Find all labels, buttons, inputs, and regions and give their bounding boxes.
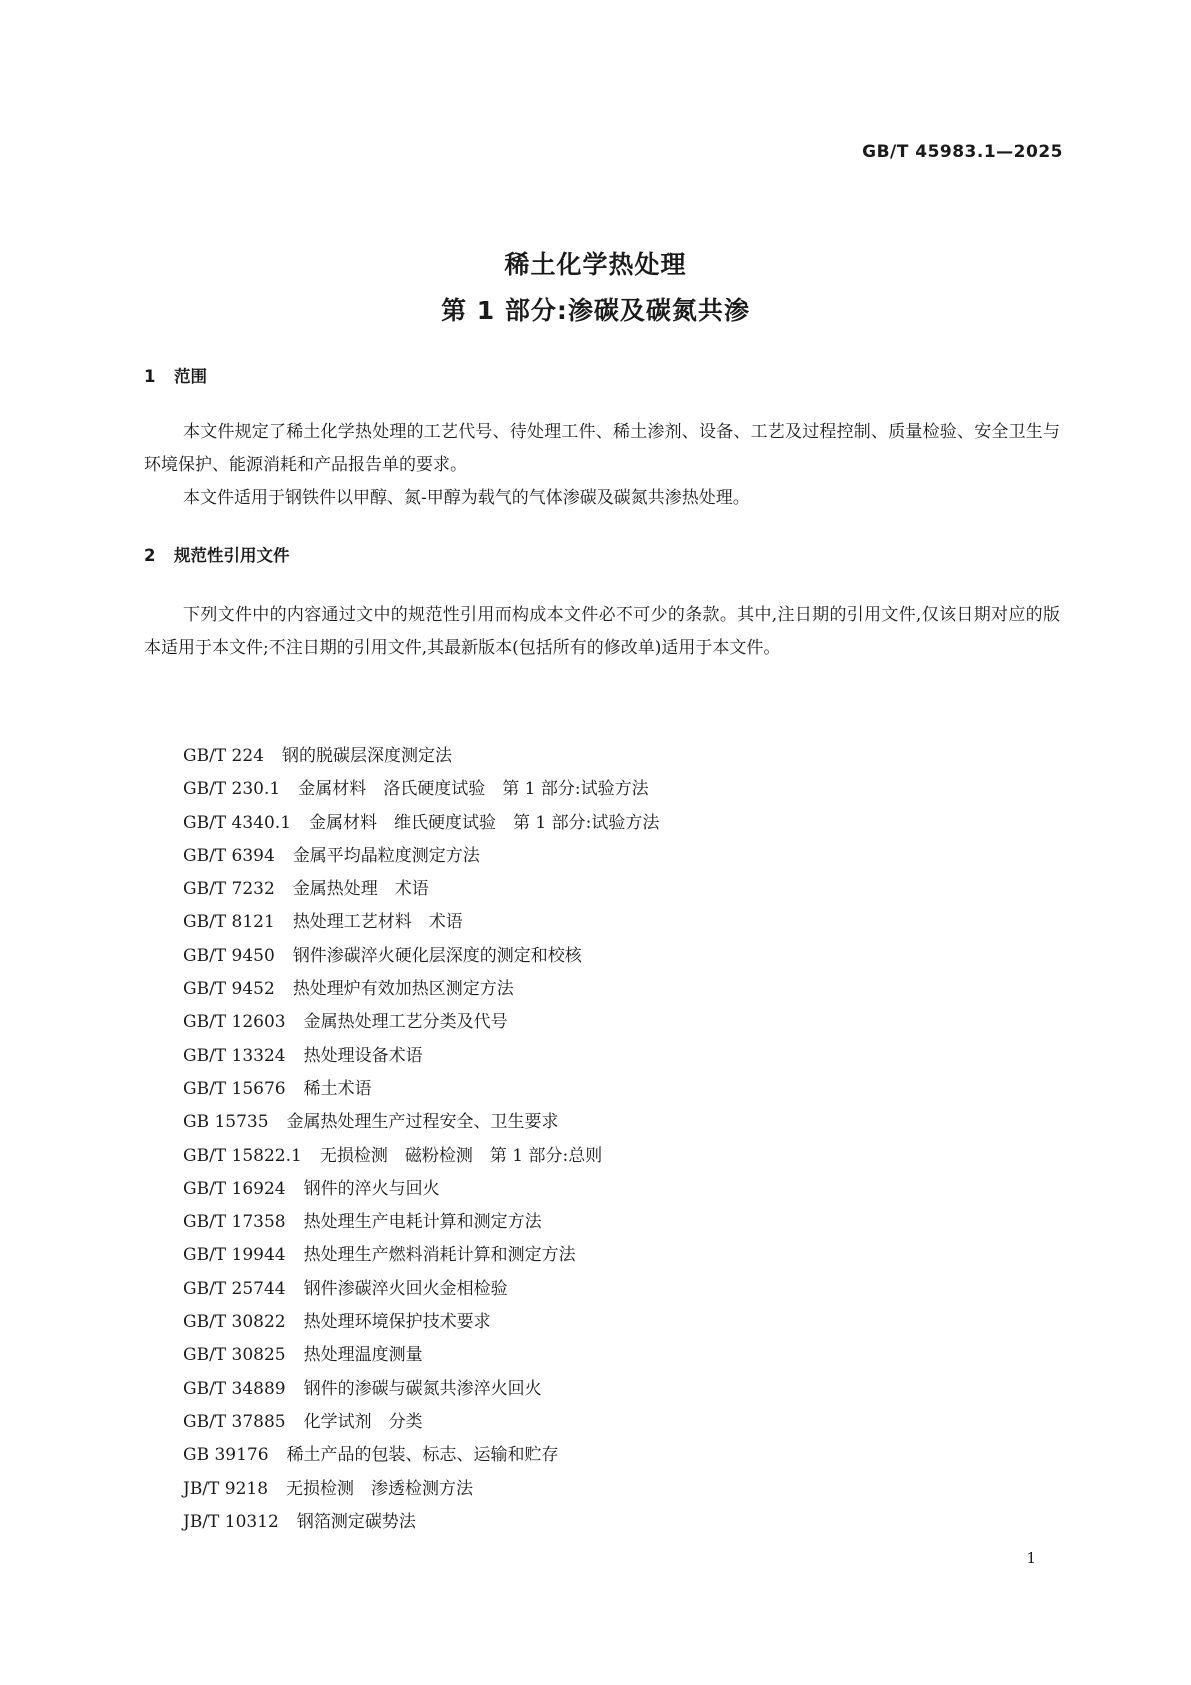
list-item [183,1239,659,1272]
reference-title: 金属热处理 术语 [292,879,429,900]
reference-title: 热处理工艺材料 术语 [292,912,463,933]
section-2-heading [144,542,290,566]
reference-title: 钢件的渗碳与碳氮共渗淬火回火 [303,1378,542,1399]
reference-title: 稀土产品的包装、标志、运输和贮存 [286,1445,559,1466]
reference-code: GB/T 19944 [183,1245,286,1266]
reference-code: GB/T 12603 [183,1012,286,1033]
list-item [183,807,659,840]
reference-title: 钢件的淬火与回火 [303,1178,440,1199]
paragraph: 本文件规定了稀土化学热处理的工艺代号、待处理工件、稀土渗剂、设备、工艺及过程控制、质量检验、安全卫生与环境保护、能源消耗和产品报告单的要求。 [144,422,1060,475]
reference-title: 热处理生产电耗计算和测定方法 [303,1212,542,1233]
paragraph: 本文件适用于钢铁件以甲醇、氮-甲醇为载气的气体渗碳及碳氮共渗热处理。 [183,488,750,508]
section-2-intro [144,599,1060,665]
list-item [183,1473,659,1506]
document-title [0,242,1191,334]
reference-code: GB/T 17358 [183,1212,286,1233]
reference-code: GB/T 25744 [183,1278,286,1299]
reference-code: GB/T 9452 [183,979,275,1000]
reference-title: 化学试剂 分类 [303,1411,423,1432]
reference-code: GB/T 30825 [183,1345,286,1366]
reference-title: 金属材料 洛氏硬度试验 第 1 部分:试验方法 [298,779,649,800]
list-item [183,773,659,806]
list-item [183,1106,659,1139]
list-item [183,1306,659,1339]
section-1-title: 范围 [174,367,207,386]
reference-title: 金属热处理生产过程安全、卫生要求 [286,1112,559,1133]
list-item [183,940,659,973]
reference-code: GB/T 6394 [183,845,275,866]
list-item [183,1406,659,1439]
reference-title: 稀土术语 [303,1078,372,1099]
list-item [183,1506,659,1539]
reference-code: GB/T 7232 [183,879,275,900]
reference-code: GB/T 37885 [183,1411,286,1432]
list-item [183,873,659,906]
reference-code: JB/T 9218 [183,1478,269,1499]
list-item [183,1140,659,1173]
section-1-body [144,416,1060,515]
section-2-title: 规范性引用文件 [174,546,290,565]
section-2-number: 2 [144,546,156,565]
list-item [183,1006,659,1039]
reference-code: GB 39176 [183,1445,269,1466]
reference-title: 无损检测 渗透检测方法 [286,1478,474,1499]
reference-title: 热处理环境保护技术要求 [303,1312,491,1333]
section-1-heading [144,363,207,387]
list-item [183,1373,659,1406]
reference-title: 无损检测 磁粉检测 第 1 部分:总则 [319,1145,603,1166]
reference-code: GB/T 9450 [183,945,275,966]
reference-title: 热处理生产燃料消耗计算和测定方法 [303,1245,576,1266]
reference-title: 金属平均晶粒度测定方法 [292,845,480,866]
reference-code: GB/T 16924 [183,1178,286,1199]
reference-title: 钢的脱碳层深度测定法 [282,746,452,766]
list-item [183,1040,659,1073]
reference-title: 热处理炉有效加热区测定方法 [292,979,514,1000]
reference-code: GB/T 34889 [183,1378,286,1399]
reference-title: 金属热处理工艺分类及代号 [303,1012,508,1033]
reference-title: 钢箔测定碳势法 [296,1511,416,1532]
reference-list [183,740,659,1539]
title-line-2: 第 1 部分:渗碳及碳氮共渗 [441,296,750,325]
list-item [183,1206,659,1239]
list-item [183,1173,659,1206]
list-item [183,840,659,873]
reference-code: GB/T 15822.1 [183,1145,302,1166]
page-number: 1 [1026,1549,1036,1567]
reference-title: 热处理设备术语 [303,1045,423,1066]
title-line-1: 稀土化学热处理 [504,250,687,279]
reference-title: 钢件渗碳淬火硬化层深度的测定和校核 [292,945,582,966]
list-item [183,1073,659,1106]
reference-title: 钢件渗碳淬火回火金相检验 [303,1278,508,1299]
reference-code: JB/T 10312 [183,1511,279,1532]
document-code: GB/T 45983.1—2025 [862,142,1063,162]
reference-title: 金属材料 维氏硬度试验 第 1 部分:试验方法 [309,812,660,833]
reference-code: GB/T 15676 [183,1078,286,1099]
list-item [183,973,659,1006]
reference-code: GB/T 230.1 [183,779,281,800]
reference-code: GB/T 224 [183,746,264,766]
reference-code: GB/T 30822 [183,1312,286,1333]
reference-code: GB/T 4340.1 [183,812,292,833]
paragraph: 下列文件中的内容通过文中的规范性引用而构成本文件必不可少的条款。其中,注日期的引用文件,仅该日期对应的版本适用于本文件;不注日期的引用文件,其最新版本(包括所有的修改单)适用于本文件。 [144,605,1060,658]
reference-code: GB 15735 [183,1112,269,1133]
reference-code: GB/T 8121 [183,912,275,933]
list-item [183,906,659,939]
reference-code: GB/T 13324 [183,1045,286,1066]
list-item [183,740,659,773]
list-item [183,1439,659,1472]
reference-title: 热处理温度测量 [303,1345,423,1366]
list-item [183,1273,659,1306]
section-1-number: 1 [144,367,156,386]
list-item [183,1339,659,1372]
